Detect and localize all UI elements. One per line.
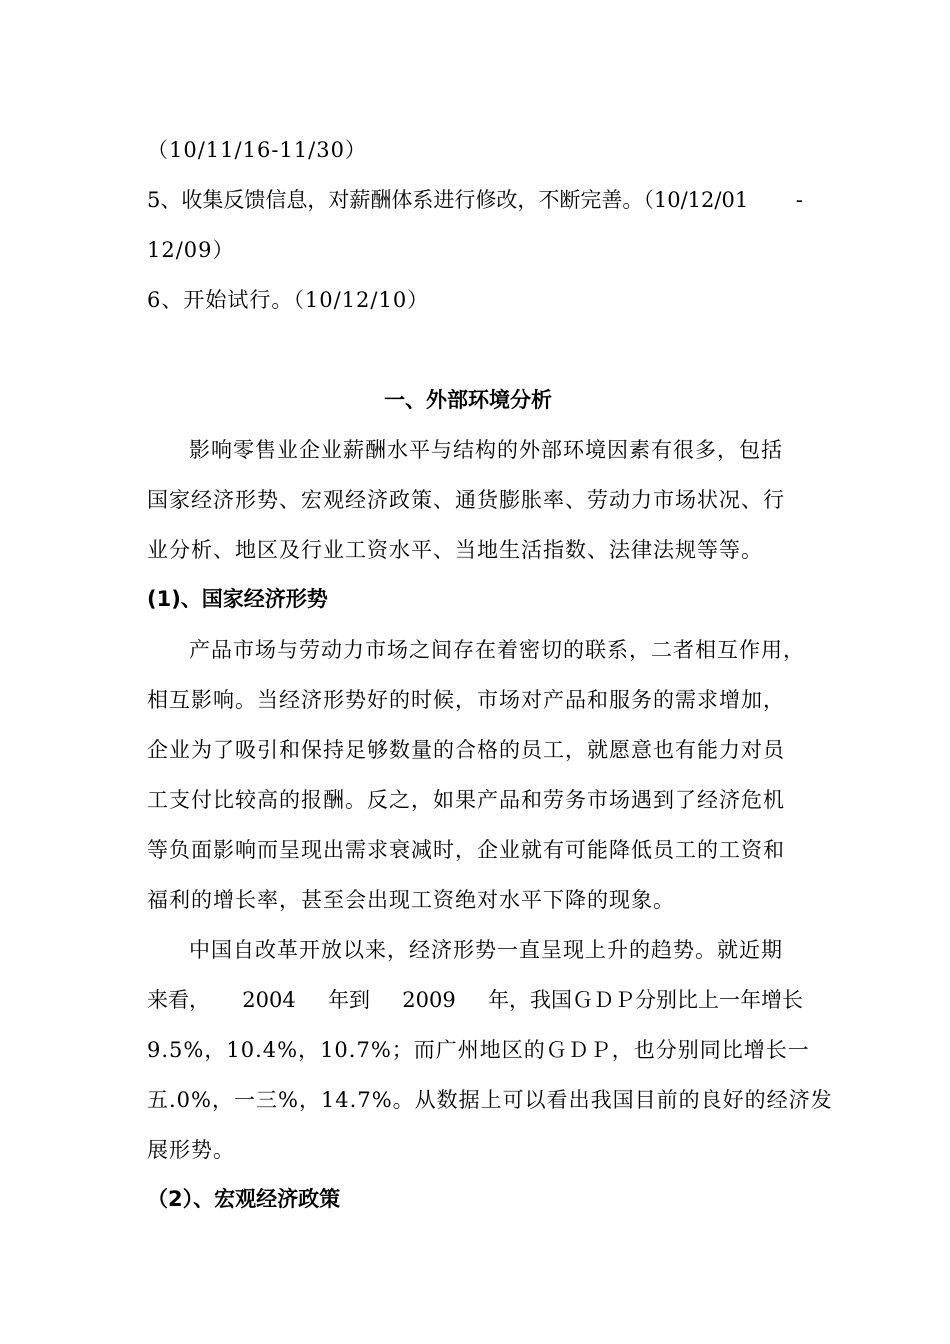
list-item-5 [147,186,803,214]
paragraph-line: 等负面影响而呈现出需求衰减时，企业就有可能降低员工的工资和 [147,838,785,862]
list-item-5-dash: - [795,188,803,212]
paragraph-line: 福利的增长率，甚至会出现工资绝对水平下降的现象。 [147,888,675,912]
paragraph-line-justified [147,986,803,1014]
paragraph-line: 国家经济形势、宏观经济政策、通货膨胀率、劳动力市场状况、行 [147,488,785,512]
subsection-title: (1)、国家经济形势 [147,587,328,611]
paragraph-line: 展形势。 [147,1138,235,1162]
text-fragment: 年，我国ＧＤＰ分别比上一年增长 [487,988,803,1012]
list-item-5-continuation: 12/09） [147,238,235,262]
paragraph-line: 业分析、地区及行业工资水平、当地生活指数、法律法规等等。 [147,538,763,562]
text-fragment: 2004 [242,988,296,1012]
section-title: 一、外部环境分析 [384,388,552,412]
paragraph-line: 产品市场与劳动力市场之间存在着密切的联系，二者相互作用， [189,638,805,662]
paragraph-line: 五.0%，一三%，14.7%。从数据上可以看出我国目前的良好的经济发 [147,1088,833,1112]
text-fragment: 年到 [327,988,370,1012]
paragraph-line: 9.5%，10.4%，10.7%；而广州地区的ＧＤＰ，也分别同比增长一 [147,1038,810,1062]
paragraph-line: 相互影响。当经济形势好的时候，市场对产品和服务的需求增加， [147,688,785,712]
paragraph-line: 企业为了吸引和保持足够数量的合格的员工，就愿意也有能力对员 [147,738,785,762]
paragraph-line: 中国自改革开放以来，经济形势一直呈现上升的趋势。就近期 [189,938,783,962]
subsection-title: （2）、宏观经济政策 [147,1187,341,1211]
list-item-continuation: （10/11/16-11/30） [147,138,367,162]
text-fragment: 来看， [147,988,210,1012]
paragraph-line: 影响零售业企业薪酬水平与结构的外部环境因素有很多，包括 [189,438,783,462]
list-item-6: 6、开始试行。（10/12/10） [147,288,430,312]
text-fragment: 2009 [402,988,456,1012]
list-item-5-text: 5、收集反馈信息，对薪酬体系进行修改，不断完善。（10/12/01 [147,188,749,212]
paragraph-line: 工支付比较高的报酬。反之，如果产品和劳务市场遇到了经济危机 [147,788,785,812]
